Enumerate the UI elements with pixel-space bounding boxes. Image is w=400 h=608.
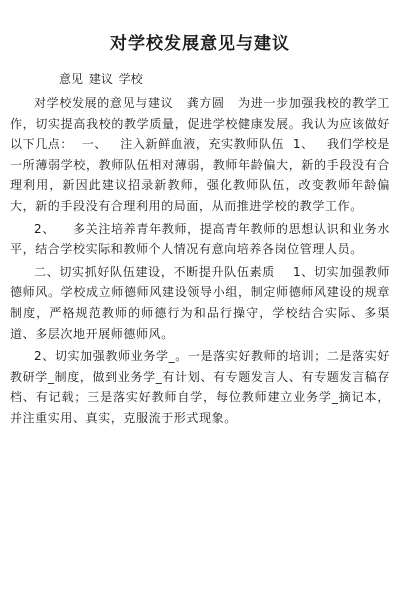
paragraph-4: 2、切实加强教师业务学_。一是落实好教师的培训；二是落实好教研学_制度，做到业务学_有计划、有专题发言人、有专题发言稿存档、有记载；三是落实好教师自学，每位教师建立业务学_摘记本，并注重实用、真实，克服流于形式现象。 <box>10 349 390 425</box>
paragraph-3: 二、切实抓好队伍建设，不断提升队伍素质 1、切实加强教师德师风。学校成立师德师风建设领导小组，制定师德师风建设的规章制度，严格规范教师的师德行为和品行操守，学校结合实际、多渠道、多层次地开展师德师风。 <box>10 264 390 341</box>
document-keywords: 意见 建议 学校 <box>59 72 143 86</box>
document-title: 对学校发展意见与建议 <box>110 34 290 54</box>
paragraph-1: 对学校发展的意见与建议 龚方圆 为进一步加强我校的教学工作，切实提高我校的教学质量，促进学校健康发展。我认为应该做好以下几点： 一、 注入新鲜血液，充实教师队伍 1、 我们学校是一所薄弱学校，教师队伍相对薄弱，教师年龄偏大，新的手段没有合理利用，新因此建议招录新教师，强化教师队伍，改变教师年龄偏大，新的手段没有合理利用的局面，从而推进学校的教学工作。 <box>10 96 390 213</box>
paragraph-2: 2、 多关注培养青年教师，提高青年教师的思想认识和业务水平，结合学校实际和教师个人情况有意向培养各岗位管理人员。 <box>10 221 390 257</box>
